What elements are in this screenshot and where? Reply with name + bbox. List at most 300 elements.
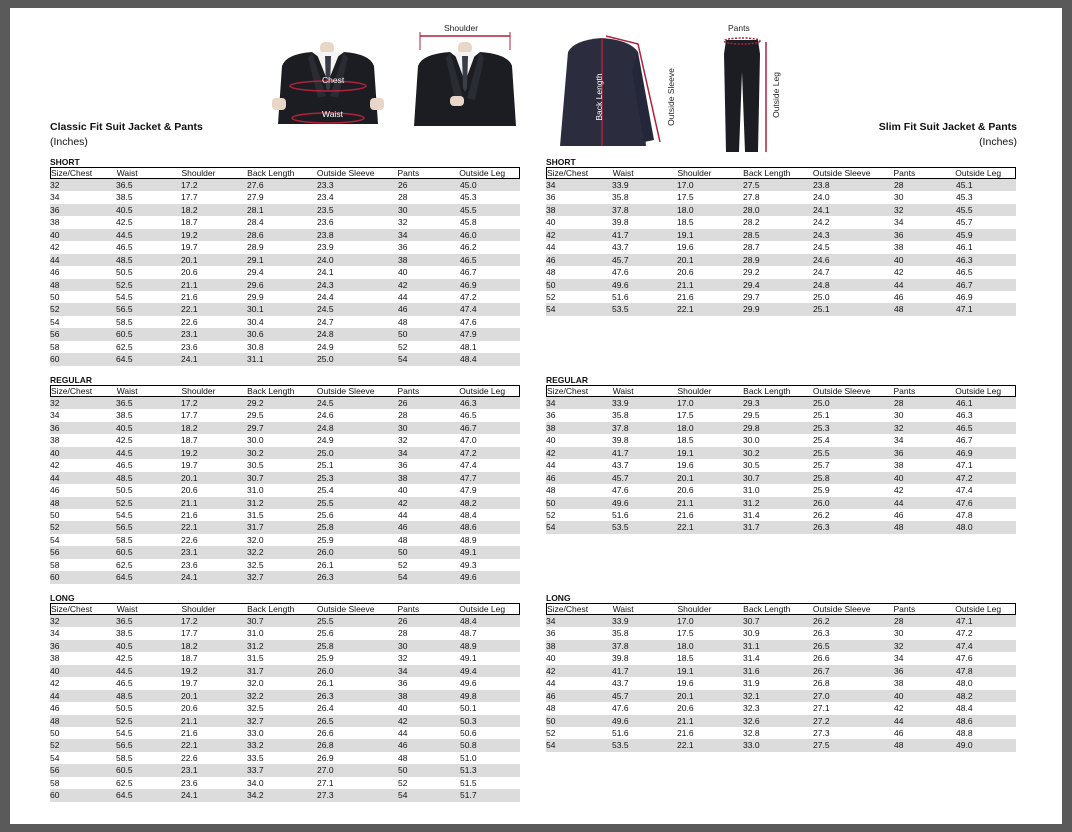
table-cell: 45.3 <box>956 192 973 203</box>
table-cell: 48 <box>50 715 60 726</box>
table-cell: 46 <box>398 304 408 315</box>
table-cell: 38 <box>546 640 556 651</box>
table-row <box>50 316 520 328</box>
column-header: Outside Leg <box>955 604 1002 614</box>
table-cell: 19.1 <box>677 229 694 240</box>
column-header: Outside Leg <box>459 386 506 396</box>
table-row <box>546 472 1016 484</box>
table-cell: 24.0 <box>813 192 830 203</box>
table-cell: 24.9 <box>317 435 334 446</box>
table-cell: 40 <box>50 665 60 676</box>
table-cell: 31.0 <box>743 485 760 496</box>
table-cell: 46.5 <box>956 422 973 433</box>
table-cell: 17.0 <box>677 180 694 190</box>
table-cell: 46.5 <box>460 254 477 265</box>
table-cell: 47.7 <box>460 472 477 483</box>
table-cell: 33.9 <box>612 616 629 626</box>
table-cell: 38 <box>50 653 60 664</box>
table-cell: 18.5 <box>677 653 694 664</box>
table-cell: 52 <box>50 522 60 533</box>
column-header: Outside Leg <box>955 386 1002 396</box>
table-row <box>50 702 520 714</box>
table-cell: 24.4 <box>317 291 334 302</box>
table-cell: 46.9 <box>460 279 477 290</box>
table-cell: 25.5 <box>317 616 334 626</box>
table-cell: 40 <box>894 690 904 701</box>
table-cell: 48.7 <box>460 628 477 639</box>
column-header: Pants <box>893 604 916 614</box>
table-row <box>50 409 520 421</box>
table-cell: 51.3 <box>460 765 477 776</box>
table-cell: 23.4 <box>317 192 334 203</box>
table-cell: 30.7 <box>247 616 264 626</box>
table-cell: 24.5 <box>317 398 334 408</box>
table-cell: 23.6 <box>181 777 198 788</box>
table-cell: 60 <box>50 790 60 801</box>
table-cell: 30.0 <box>743 435 760 446</box>
table-cell: 45.0 <box>460 180 477 190</box>
table-row <box>50 191 520 203</box>
table-cell: 46 <box>894 291 904 302</box>
table-cell: 28.9 <box>743 254 760 265</box>
table-cell: 58 <box>50 559 60 570</box>
table-cell: 28.9 <box>247 242 264 253</box>
table-cell: 60.5 <box>116 547 133 558</box>
table-cell: 49.0 <box>956 740 973 751</box>
slim-fit-title: Slim Fit Suit Jacket & Pants <box>878 121 1017 133</box>
table-cell: 27.5 <box>813 740 830 751</box>
table-cell: 42 <box>50 242 60 253</box>
table-cell: 25.0 <box>317 447 334 458</box>
table-cell: 46 <box>50 485 60 496</box>
table-cell: 17.5 <box>677 628 694 639</box>
table-cell: 50 <box>398 547 408 558</box>
table-row <box>546 615 1016 627</box>
table-cell: 40 <box>546 217 556 228</box>
table-cell: 30 <box>398 422 408 433</box>
table-cell: 27.0 <box>813 690 830 701</box>
table-cell: 30.7 <box>743 616 760 626</box>
table-cell: 48.0 <box>956 522 973 533</box>
table-cell: 40 <box>546 435 556 446</box>
table-cell: 19.7 <box>181 242 198 253</box>
table-cell: 20.6 <box>677 703 694 714</box>
back-length-sleeve-figure <box>554 30 664 154</box>
table-cell: 51.0 <box>460 752 477 763</box>
table-row <box>50 397 520 409</box>
table-cell: 54 <box>546 304 556 315</box>
table-cell: 33.9 <box>612 398 629 408</box>
table-cell: 17.2 <box>181 180 198 190</box>
table-cell: 52 <box>398 777 408 788</box>
table-cell: 62.5 <box>116 777 133 788</box>
table-cell: 24.1 <box>181 354 198 365</box>
table-cell: 36 <box>894 229 904 240</box>
table-cell: 46 <box>894 509 904 520</box>
table-cell: 22.1 <box>181 740 198 751</box>
outside-leg-label: Outside Leg <box>771 72 781 118</box>
table-cell: 27.6 <box>247 180 264 190</box>
table-cell: 25.6 <box>317 628 334 639</box>
table-cell: 31.7 <box>247 522 264 533</box>
table-cell: 32.2 <box>247 547 264 558</box>
table-cell: 40 <box>50 447 60 458</box>
table-row <box>50 559 520 571</box>
table-cell: 29.2 <box>247 398 264 408</box>
table-cell: 18.7 <box>181 653 198 664</box>
table-header <box>546 385 1016 397</box>
table-cell: 20.1 <box>181 690 198 701</box>
table-cell: 25.8 <box>317 522 334 533</box>
table-cell: 41.7 <box>612 447 629 458</box>
classic-fit-title: Classic Fit Suit Jacket & Pants <box>50 121 203 133</box>
table-cell: 27.3 <box>813 727 830 738</box>
table-cell: 25.9 <box>317 653 334 664</box>
table-cell: 21.1 <box>181 497 198 508</box>
table-cell: 34 <box>894 435 904 446</box>
table-row <box>546 497 1016 509</box>
table-row <box>50 422 520 434</box>
table-row <box>50 472 520 484</box>
column-header: Shoulder <box>181 168 216 178</box>
table-cell: 20.1 <box>677 472 694 483</box>
table-cell: 48.5 <box>116 690 133 701</box>
table-cell: 42 <box>398 279 408 290</box>
table-cell: 28 <box>894 616 904 626</box>
table-cell: 21.1 <box>677 497 694 508</box>
column-header: Waist <box>116 604 138 614</box>
table-cell: 47.1 <box>956 304 973 315</box>
table-cell: 26.3 <box>317 690 334 701</box>
table-cell: 28 <box>398 192 408 203</box>
column-header: Shoulder <box>677 604 712 614</box>
table-cell: 32.6 <box>743 715 760 726</box>
column-header: Waist <box>116 386 138 396</box>
table-cell: 28.4 <box>247 217 264 228</box>
table-cell: 46.5 <box>460 410 477 421</box>
table-cell: 25.3 <box>317 472 334 483</box>
table-cell: 30.7 <box>743 472 760 483</box>
table-cell: 18.0 <box>677 640 694 651</box>
table-cell: 25.0 <box>813 398 830 408</box>
table-cell: 42 <box>894 267 904 278</box>
table-cell: 29.8 <box>743 422 760 433</box>
table-cell: 42 <box>398 715 408 726</box>
table-cell: 46.1 <box>956 242 973 253</box>
table-cell: 50 <box>398 765 408 776</box>
table-cell: 38 <box>546 204 556 215</box>
column-header: Back Length <box>743 604 791 614</box>
table-cell: 60.5 <box>116 329 133 340</box>
column-header: Size/Chest <box>547 168 589 178</box>
table-cell: 56 <box>50 329 60 340</box>
table-row <box>50 665 520 677</box>
table-cell: 25.9 <box>813 485 830 496</box>
table-cell: 27.2 <box>813 715 830 726</box>
table-cell: 37.8 <box>612 640 629 651</box>
table-cell: 36 <box>398 242 408 253</box>
table-header <box>50 167 520 179</box>
table-cell: 32.0 <box>247 534 264 545</box>
table-cell: 42 <box>546 229 556 240</box>
table-cell: 26.5 <box>813 640 830 651</box>
table-cell: 54 <box>398 354 408 365</box>
table-cell: 40 <box>398 485 408 496</box>
table-cell: 36 <box>398 460 408 471</box>
table-cell: 24.1 <box>181 572 198 583</box>
table-cell: 32 <box>50 398 60 408</box>
table-cell: 26.0 <box>813 497 830 508</box>
table-cell: 47.6 <box>612 485 629 496</box>
table-cell: 64.5 <box>116 354 133 365</box>
table-cell: 31.7 <box>743 522 760 533</box>
table-row <box>546 303 1016 315</box>
table-cell: 28.5 <box>743 229 760 240</box>
table-cell: 35.8 <box>612 410 629 421</box>
table-cell: 64.5 <box>116 572 133 583</box>
table-cell: 38 <box>398 690 408 701</box>
table-cell: 20.6 <box>181 267 198 278</box>
table-row <box>50 615 520 627</box>
table-cell: 26.1 <box>317 678 334 689</box>
table-cell: 44 <box>398 509 408 520</box>
table-cell: 26.6 <box>317 727 334 738</box>
table-cell: 52 <box>50 740 60 751</box>
table-cell: 40 <box>894 254 904 265</box>
table-cell: 52.5 <box>116 279 133 290</box>
table-cell: 29.6 <box>247 279 264 290</box>
table-cell: 23.8 <box>813 180 830 190</box>
table-cell: 44 <box>546 242 556 253</box>
table-cell: 38.5 <box>116 410 133 421</box>
table-row <box>546 677 1016 689</box>
table-cell: 24.9 <box>317 341 334 352</box>
table-cell: 25.8 <box>317 640 334 651</box>
table-cell: 42 <box>398 497 408 508</box>
table-cell: 48 <box>894 740 904 751</box>
table-cell: 24.7 <box>813 267 830 278</box>
table-cell: 50 <box>546 497 556 508</box>
table-cell: 44 <box>50 690 60 701</box>
table-cell: 38 <box>546 422 556 433</box>
table-header <box>50 385 520 397</box>
table-row <box>546 241 1016 253</box>
table-cell: 30.7 <box>247 472 264 483</box>
table-cell: 26 <box>398 180 408 190</box>
table-cell: 36 <box>546 192 556 203</box>
table-cell: 29.9 <box>743 304 760 315</box>
table-cell: 46.5 <box>116 460 133 471</box>
column-header: Shoulder <box>181 604 216 614</box>
table-cell: 50.8 <box>460 740 477 751</box>
table-cell: 25.5 <box>317 497 334 508</box>
column-header: Size/Chest <box>547 604 589 614</box>
table-cell: 24.1 <box>181 790 198 801</box>
table-row <box>50 690 520 702</box>
table-cell: 48 <box>50 279 60 290</box>
table-cell: 54.5 <box>116 727 133 738</box>
table-cell: 32.1 <box>743 690 760 701</box>
classic-short-table <box>50 157 520 366</box>
table-cell: 36 <box>50 422 60 433</box>
table-cell: 48.9 <box>460 640 477 651</box>
table-cell: 25.3 <box>813 422 830 433</box>
table-cell: 38 <box>398 472 408 483</box>
table-row <box>546 739 1016 751</box>
table-row <box>50 328 520 340</box>
table-cell: 50 <box>546 715 556 726</box>
table-row <box>50 353 520 365</box>
table-cell: 32 <box>894 422 904 433</box>
table-cell: 46 <box>398 740 408 751</box>
column-header: Outside Leg <box>955 168 1002 178</box>
table-cell: 30.5 <box>247 460 264 471</box>
table-row <box>50 497 520 509</box>
table-body <box>546 397 1016 534</box>
table-cell: 48.9 <box>460 534 477 545</box>
table-cell: 44 <box>894 279 904 290</box>
table-cell: 24.8 <box>317 329 334 340</box>
table-cell: 18.5 <box>677 435 694 446</box>
table-cell: 56 <box>50 765 60 776</box>
table-cell: 18.2 <box>181 204 198 215</box>
column-header: Pants <box>397 386 420 396</box>
table-body <box>50 615 520 802</box>
table-cell: 45.1 <box>956 180 973 190</box>
table-row <box>50 521 520 533</box>
table-cell: 36.5 <box>116 616 133 626</box>
table-cell: 48 <box>894 304 904 315</box>
table-cell: 26.0 <box>317 665 334 676</box>
table-cell: 24.1 <box>813 204 830 215</box>
table-cell: 47.2 <box>956 472 973 483</box>
table-cell: 50 <box>50 291 60 302</box>
table-cell: 51.5 <box>460 777 477 788</box>
column-header: Waist <box>612 168 634 178</box>
table-cell: 22.1 <box>677 304 694 315</box>
table-cell: 23.5 <box>317 204 334 215</box>
table-header <box>546 167 1016 179</box>
table-cell: 48 <box>546 267 556 278</box>
table-row <box>546 191 1016 203</box>
table-cell: 50 <box>50 509 60 520</box>
table-cell: 17.2 <box>181 398 198 408</box>
column-header: Outside Sleeve <box>812 386 871 396</box>
table-cell: 24.5 <box>813 242 830 253</box>
table-cell: 27.5 <box>743 180 760 190</box>
table-cell: 28.0 <box>743 204 760 215</box>
table-cell: 22.1 <box>181 522 198 533</box>
column-header: Size/Chest <box>51 168 93 178</box>
table-cell: 47.2 <box>956 628 973 639</box>
table-cell: 41.7 <box>612 665 629 676</box>
table-cell: 54 <box>398 572 408 583</box>
table-cell: 42 <box>50 678 60 689</box>
table-cell: 32 <box>398 653 408 664</box>
table-cell: 48 <box>546 485 556 496</box>
column-header: Pants <box>893 168 916 178</box>
table-cell: 47.8 <box>956 509 973 520</box>
table-cell: 34 <box>398 665 408 676</box>
table-cell: 28.2 <box>743 217 760 228</box>
table-cell: 19.2 <box>181 229 198 240</box>
table-cell: 21.6 <box>677 727 694 738</box>
table-cell: 48 <box>546 703 556 714</box>
table-cell: 54 <box>50 534 60 545</box>
table-cell: 25.1 <box>317 460 334 471</box>
table-cell: 20.1 <box>181 472 198 483</box>
table-cell: 42.5 <box>116 217 133 228</box>
table-cell: 17.5 <box>677 410 694 421</box>
table-cell: 30.0 <box>247 435 264 446</box>
table-cell: 50.3 <box>460 715 477 726</box>
column-header: Back Length <box>743 386 791 396</box>
table-cell: 45.5 <box>956 204 973 215</box>
table-cell: 56.5 <box>116 304 133 315</box>
table-cell: 26.4 <box>317 703 334 714</box>
column-header: Shoulder <box>181 386 216 396</box>
table-row <box>50 484 520 496</box>
slim-short-table <box>546 157 1016 316</box>
table-row <box>50 241 520 253</box>
table-row <box>50 279 520 291</box>
table-cell: 45.9 <box>956 229 973 240</box>
table-row <box>546 521 1016 533</box>
table-row <box>50 447 520 459</box>
table-row <box>50 434 520 446</box>
table-cell: 22.1 <box>677 522 694 533</box>
table-cell: 51.6 <box>612 291 629 302</box>
table-cell: 51.6 <box>612 509 629 520</box>
table-cell: 26.0 <box>317 547 334 558</box>
table-cell: 22.6 <box>181 752 198 763</box>
table-row <box>546 291 1016 303</box>
table-cell: 40 <box>398 267 408 278</box>
table-cell: 39.8 <box>612 653 629 664</box>
table-cell: 47.1 <box>956 460 973 471</box>
table-cell: 54 <box>50 752 60 763</box>
table-cell: 29.7 <box>743 291 760 302</box>
table-cell: 34 <box>50 410 60 421</box>
table-cell: 30.5 <box>743 460 760 471</box>
table-cell: 23.9 <box>317 242 334 253</box>
table-cell: 25.8 <box>813 472 830 483</box>
table-cell: 48 <box>398 316 408 327</box>
table-cell: 48.4 <box>460 616 477 626</box>
table-cell: 21.6 <box>181 291 198 302</box>
table-cell: 17.7 <box>181 410 198 421</box>
table-cell: 30 <box>398 204 408 215</box>
table-cell: 24.0 <box>317 254 334 265</box>
table-cell: 54 <box>546 740 556 751</box>
table-cell: 46.2 <box>460 242 477 253</box>
table-row <box>50 677 520 689</box>
table-cell: 23.6 <box>181 341 198 352</box>
table-cell: 44 <box>50 472 60 483</box>
table-row <box>546 727 1016 739</box>
table-cell: 49.6 <box>460 572 477 583</box>
table-row <box>50 777 520 789</box>
table-cell: 50 <box>546 279 556 290</box>
table-cell: 43.7 <box>612 678 629 689</box>
table-cell: 40.5 <box>116 422 133 433</box>
table-cell: 48.6 <box>460 522 477 533</box>
table-cell: 30.9 <box>743 628 760 639</box>
table-cell: 22.1 <box>677 740 694 751</box>
table-cell: 45.7 <box>956 217 973 228</box>
table-cell: 19.2 <box>181 447 198 458</box>
table-body <box>50 397 520 584</box>
